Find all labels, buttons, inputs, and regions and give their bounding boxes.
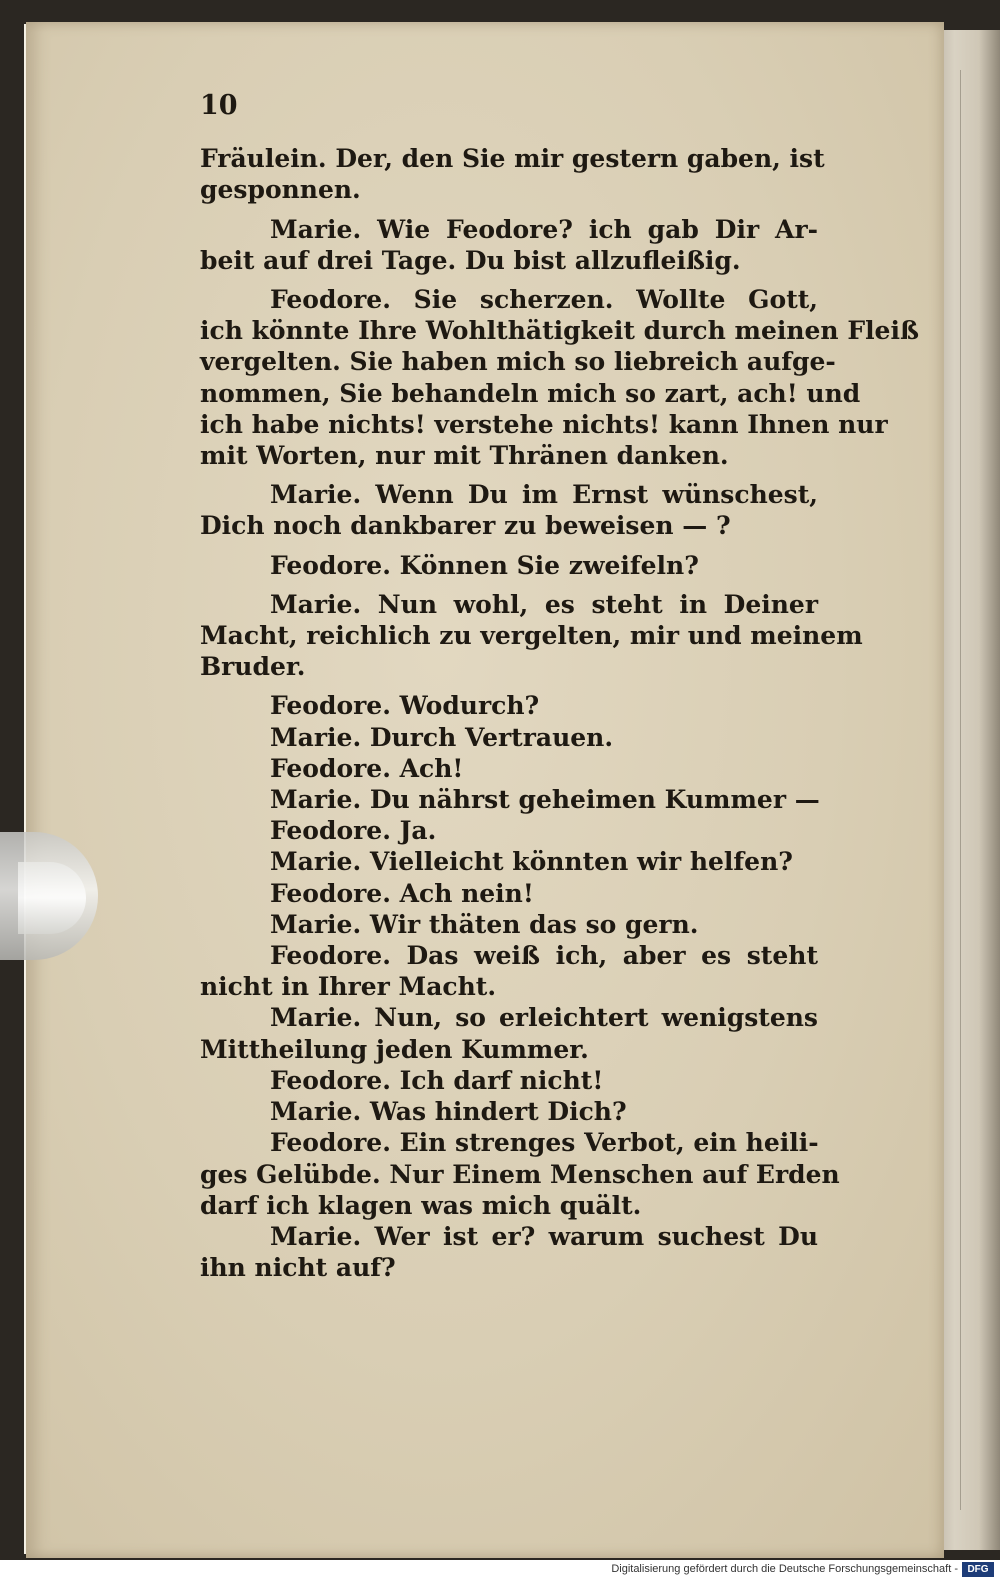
text-line: ich habe nichts! verstehe nichts! kann Ihnen nur bbox=[200, 409, 888, 439]
text-line: ihn nicht auf? bbox=[200, 1253, 396, 1283]
text-line: Marie. Wie Feodore? ich gab Dir Ar- bbox=[270, 214, 818, 244]
paragraph-gap bbox=[200, 581, 818, 589]
text-line: Macht, reichlich zu vergelten, mir und meinem bbox=[200, 621, 863, 651]
footer-bar bbox=[0, 1560, 1000, 1580]
text-line: Marie. Wer ist er? warum suchest Du bbox=[270, 1221, 818, 1251]
text-line: nicht in Ihrer Macht. bbox=[200, 972, 497, 1002]
text-line: ich könnte Ihre Wohlthätigkeit durch meinen Fleiß bbox=[200, 316, 919, 346]
text-line: Mittheilung jeden Kummer. bbox=[200, 1034, 589, 1064]
text-line: Feodore. Das weiß ich, aber es steht bbox=[270, 941, 818, 971]
text-line: ges Gelübde. Nur Einem Menschen auf Erden bbox=[200, 1159, 840, 1189]
text-line: Feodore. Ach! bbox=[270, 753, 464, 783]
text-line: Marie. Vielleicht könnten wir helfen? bbox=[270, 847, 793, 877]
text-line: gesponnen. bbox=[200, 175, 361, 205]
text-line: Feodore. Können Sie zweifeln? bbox=[270, 550, 699, 580]
paragraph-gap bbox=[200, 542, 818, 550]
funding-credit: Digitalisierung gefördert durch die Deutsche Forschungsgemeinschaft - bbox=[611, 1563, 958, 1575]
text-line: Feodore. Ach nein! bbox=[270, 878, 534, 908]
page-edge-shadow bbox=[960, 70, 961, 1510]
page-text bbox=[200, 90, 919, 1283]
text-line: Feodore. Sie scherzen. Wollte Gott, bbox=[270, 285, 818, 315]
text-line: Feodore. Wodurch? bbox=[270, 691, 540, 721]
paragraph-gap bbox=[200, 276, 818, 284]
text-line: Marie. Du nährst geheimen Kummer — bbox=[270, 785, 820, 815]
text-line: vergelten. Sie haben mich so liebreich aufge- bbox=[200, 347, 836, 377]
text-line: Feodore. Ich darf nicht! bbox=[270, 1065, 604, 1095]
text-line: Feodore. Ja. bbox=[270, 816, 437, 846]
text-line: Marie. Wenn Du im Ernst wünschest, bbox=[270, 480, 818, 510]
text-lines bbox=[200, 143, 919, 1283]
paragraph-gap bbox=[200, 471, 818, 479]
text-line: nommen, Sie behandeln mich so zart, ach! und bbox=[200, 378, 861, 408]
dfg-logo: DFG bbox=[962, 1562, 994, 1577]
text-line: Fräulein. Der, den Sie mir gestern gaben, ist bbox=[200, 144, 825, 174]
text-line: Dich noch dankbarer zu beweisen — ? bbox=[200, 511, 731, 541]
text-line: mit Worten, nur mit Thränen danken. bbox=[200, 441, 729, 471]
page-number: 10 bbox=[200, 90, 238, 121]
paragraph-gap bbox=[200, 206, 818, 214]
text-line: beit auf drei Tage. Du bist allzufleißig. bbox=[200, 245, 741, 275]
text-line: Bruder. bbox=[200, 652, 306, 682]
text-line: Marie. Durch Vertrauen. bbox=[270, 722, 614, 752]
text-line: Marie. Nun, so erleichtert wenigstens bbox=[270, 1003, 818, 1033]
text-line: Feodore. Ein strenges Verbot, ein heili- bbox=[270, 1128, 819, 1158]
text-line: Marie. Nun wohl, es steht in Deiner bbox=[270, 589, 818, 619]
text-line: darf ich klagen was mich quält. bbox=[200, 1190, 642, 1220]
paragraph-gap bbox=[200, 682, 818, 690]
text-line: Marie. Was hindert Dich? bbox=[270, 1097, 627, 1127]
text-line: Marie. Wir thäten das so gern. bbox=[270, 909, 699, 939]
